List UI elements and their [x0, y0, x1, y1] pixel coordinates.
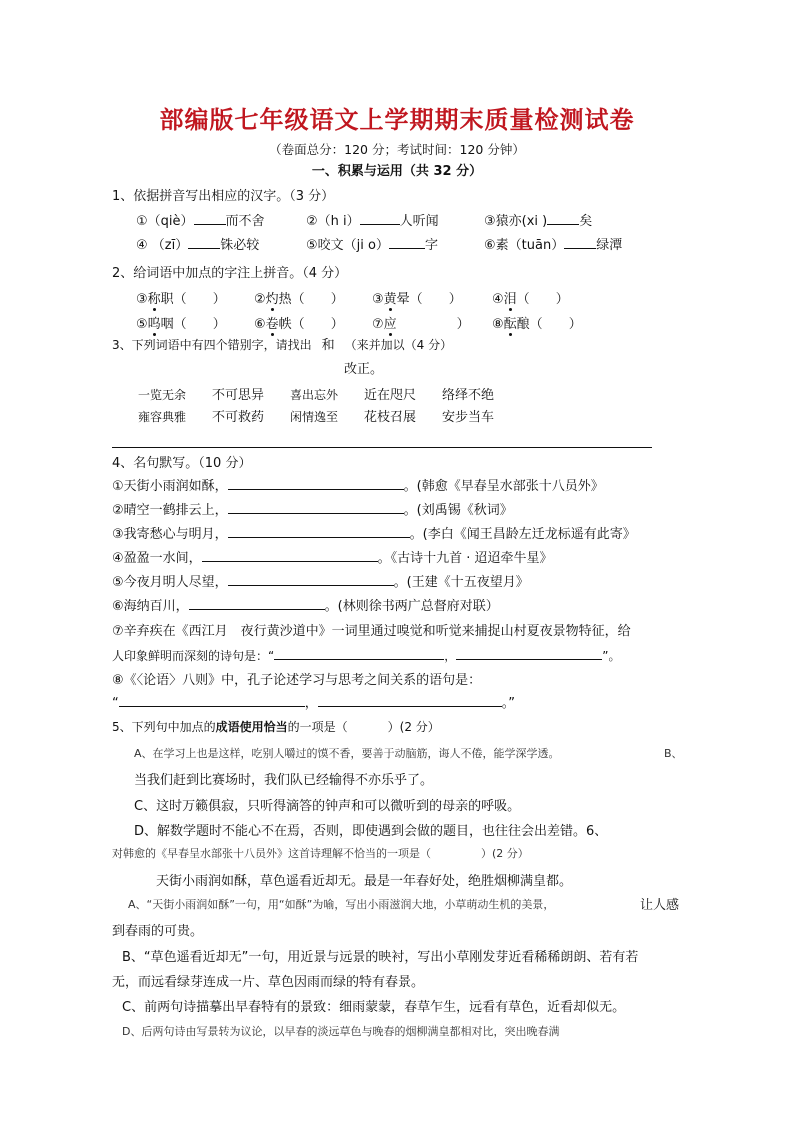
q3-stem-end: 改正。 [344, 362, 384, 377]
q2-item-close: ） [212, 292, 226, 307]
answer-blank[interactable] [228, 475, 404, 490]
dotted-char: 灼 [265, 292, 279, 307]
q6-option-a-cont: 到春雨的可贵。 [112, 924, 204, 939]
q6-stem-text: 对韩愈的《早春呈水部张十八员外》这首诗理解不恰当的一项是（ [112, 847, 431, 860]
answer-blank[interactable] [274, 645, 444, 660]
q2-item-close: ） [448, 292, 462, 307]
dotted-char: 应 [383, 317, 397, 332]
q1-item-text: 人听闻 [399, 214, 439, 229]
q1-item-text: 绿潭 [596, 238, 623, 253]
q1-item-text: 字 [424, 238, 438, 253]
recite-line-8: ⑧《〈论语〉八则》中，孔子论述学习与思考之间关系的语句是： [112, 673, 482, 688]
q2-item-text: 酿（ [516, 317, 543, 332]
idiom: 近在咫尺 [364, 388, 417, 403]
recite-close: 。” [501, 696, 516, 711]
dotted-char: 呜 [147, 317, 161, 332]
poem-text: 天街小雨润如酥，草色遥看近却无。最是一年春好处，绝胜烟柳满皇都。 [156, 874, 573, 889]
q1-item [136, 210, 265, 229]
q2-item-text: 职（ [160, 292, 187, 307]
q2-item [136, 313, 226, 332]
idiom: 花枝召展 [364, 410, 417, 425]
q2-item [372, 313, 470, 332]
recite-open: “ [112, 696, 119, 711]
q2-item [136, 288, 226, 307]
q1-item [136, 234, 259, 253]
answer-blank[interactable] [228, 571, 394, 586]
recite-source: 。(李白《闻王昌龄左迁龙标遥有此寄》 [409, 527, 636, 542]
q6-option-b-cont: 无，而远看绿芽连成一片、草色因雨而绿的特有春景。 [112, 975, 425, 990]
dotted-char: 称 [147, 292, 161, 307]
q2-item-text: 晕（ [396, 292, 423, 307]
q1-item-pinyin: ②（h i） [306, 214, 360, 229]
q5-option-d: D、解数学题时不能心不在焉，否则，即使遇到会做的题目，也往往会出差错。6、 [134, 824, 608, 839]
idiom: 安步当车 [442, 410, 495, 425]
q2-item-close: ） [555, 292, 569, 307]
q2-item [372, 288, 462, 307]
q5-stem [112, 718, 440, 735]
recite-source: 。(林则徐书两广总督府对联） [324, 599, 499, 614]
exam-subtitle: （卷面总分：120 分；考试时间：120 分钟） [269, 142, 525, 157]
q2-item [492, 288, 569, 307]
q6-stem-score: ）(2 分） [481, 847, 529, 860]
q3-stem-text: 3、下列词语中有四个错别字，请找出 [112, 338, 312, 352]
q2-stem: 2、给词语中加点的字注上拼音。（4 分） [112, 266, 348, 281]
recite-source: 。(刘禹锡《秋词》 [403, 503, 513, 518]
q1-item [484, 234, 622, 253]
q2-item-close: ） [212, 317, 226, 332]
recite-line [112, 571, 529, 590]
q6-stem [112, 845, 529, 861]
answer-blank[interactable] [187, 314, 213, 328]
dotted-char: 酝 [503, 317, 517, 332]
recite-line [112, 499, 513, 518]
recite-line [112, 547, 553, 566]
recite-source: 。(韩愈《早春呈水部张十八员外》 [403, 479, 604, 494]
q2-item-text: 热（ [278, 292, 305, 307]
answer-line[interactable] [112, 447, 652, 448]
q1-item-pinyin: ①（qiè） [136, 214, 194, 229]
answer-blank[interactable] [547, 210, 579, 225]
q1-item-text: 铢必较 [220, 238, 260, 253]
q1-item [306, 210, 439, 229]
q2-item-number: ⑦ [372, 317, 384, 332]
q4-stem: 4、名句默写。（10 分） [112, 456, 252, 471]
q2-item-text: （ [516, 292, 530, 307]
recite-line-7: ⑦辛弃疾在《西江月 夜行黄沙道中》一词里通过嗅觉和听觉来捕捉山村夏夜景物特征，给 [112, 624, 631, 639]
q2-item-number: ② [254, 292, 266, 307]
q2-item-number: ⑥ [254, 317, 266, 332]
answer-blank[interactable] [119, 692, 305, 707]
recite-source: 。(王建《十五夜望月》 [393, 575, 529, 590]
q2-item-number: ③ [372, 292, 384, 307]
q5-stem-score: ）(2 分） [387, 720, 440, 734]
q1-item [306, 234, 438, 253]
recite-prompt: ③我寄愁心与明月， [112, 527, 228, 542]
q2-item [254, 313, 344, 332]
recite-line [112, 595, 499, 614]
dotted-char: 卷 [265, 317, 279, 332]
q1-stem: 1、依据拼音写出相应的汉字。（3 分） [112, 189, 335, 204]
q5-option-c: C、这时万籁俱寂，只听得滴答的钟声和可以微听到的母亲的呼吸。 [134, 799, 521, 814]
q6-option-d: D、后两句诗由写景转为议论，以早春的淡远草色与晚春的烟柳满皇都相对比，突出晚春满 [122, 1025, 560, 1038]
q3-stem [112, 334, 452, 353]
answer-blank[interactable] [228, 523, 410, 538]
recite-line-7b [112, 645, 620, 664]
recite-prompt: 人印象鲜明而深刻的诗句是：“ [112, 649, 275, 663]
answer-blank[interactable] [530, 289, 556, 303]
q2-item-close: ） [568, 317, 582, 332]
recite-line-8b [112, 692, 515, 711]
q2-item [254, 288, 344, 307]
recite-prompt: ①天街小雨润如酥， [112, 479, 228, 494]
q6-option-c: C、前两句诗描摹出早春特有的景致：细雨蒙蒙，春草乍生，远看有草色，近看却似无。 [122, 1000, 626, 1015]
q2-item-number: ④ [492, 292, 504, 307]
recite-prompt: ②晴空一鹤排云上， [112, 503, 228, 518]
answer-blank[interactable] [188, 234, 220, 249]
answer-blank[interactable] [189, 595, 325, 610]
dotted-char: 泪 [503, 292, 517, 307]
q1-item [484, 210, 592, 229]
q2-item-text: 咽（ [160, 317, 187, 332]
answer-blank[interactable] [305, 314, 331, 328]
answer-blank[interactable] [423, 289, 449, 303]
q1-item-text: 矣 [579, 214, 593, 229]
q2-item-number: ③ [136, 292, 148, 307]
answer-blank[interactable] [318, 692, 502, 707]
q5-stem-text: 的一项是（ [287, 720, 348, 734]
q2-item-text: 帙（ [278, 317, 305, 332]
q6-option-a: A、“天街小雨润如酥”一句，用“如酥”为喻，写出小雨滋润大地，小草萌动生机的美景， [128, 898, 555, 911]
recite-prompt: ⑤今夜月明人尽望， [112, 575, 228, 590]
q6-option-a-tail: 让人感 [640, 898, 680, 913]
recite-source: 。《古诗十九首 · 迢迢牵牛星》 [377, 551, 553, 566]
answer-blank[interactable] [360, 210, 400, 225]
answer-blank[interactable] [564, 234, 596, 249]
q2-item [492, 313, 582, 332]
answer-blank[interactable] [543, 314, 569, 328]
answer-blank[interactable] [202, 547, 378, 562]
answer-blank[interactable] [389, 234, 425, 249]
q1-item-pinyin: ③猿亦(xi ) [484, 214, 548, 229]
q3-stem-and: 和 [321, 338, 335, 353]
answer-blank[interactable] [228, 499, 404, 514]
answer-blank[interactable] [456, 645, 602, 660]
q1-item-text: 而不舍 [225, 214, 265, 229]
answer-blank[interactable] [187, 289, 213, 303]
q2-item-number: ⑤ [136, 317, 148, 332]
recite-comma: ， [444, 649, 457, 663]
q5-option-a: A、在学习上也是这样，吃别人嚼过的馍不香，要善于动脑筋，诲人不倦，能学深学透。 [134, 747, 560, 760]
exam-title: 部编版七年级语文上学期期末质量检测试卷 [159, 105, 635, 134]
idiom: 雍容典雅 [138, 410, 187, 424]
q2-item-close: ） [456, 317, 470, 332]
idiom: 络绎不绝 [442, 388, 495, 403]
q5-stem-bold: 成语使用恰当 [215, 720, 288, 734]
recite-prompt: ④盈盈一水间， [112, 551, 202, 566]
q1-item-pinyin: ④ （zī） [136, 238, 189, 253]
idiom: 喜出忘外 [290, 388, 339, 402]
q1-item-pinyin: ⑤咬文（ji o） [306, 238, 389, 253]
recite-comma: ， [304, 696, 318, 711]
q2-item-close: ） [330, 317, 344, 332]
q3-row [138, 406, 494, 425]
recite-line [112, 475, 604, 494]
q5-stem-text: 5、下列句中加点的 [112, 720, 216, 734]
answer-blank[interactable] [397, 314, 457, 328]
idiom: 不可救药 [212, 410, 265, 425]
idiom: 一览无余 [138, 388, 187, 402]
q5-option-b: 当我们赶到比赛场时，我们队已经输得不亦乐乎了。 [134, 773, 434, 788]
dotted-char: 黄 [383, 292, 397, 307]
q3-row [138, 384, 494, 403]
recite-close: ”。 [602, 649, 621, 663]
recite-line [112, 523, 636, 542]
idiom: 闲情逸至 [290, 410, 339, 424]
q2-item-number: ⑧ [492, 317, 504, 332]
section-heading: 一、积累与运用（共 32 分） [311, 164, 483, 179]
q5-option-b-tag: B、 [664, 747, 683, 760]
recite-prompt: ⑥海纳百川， [112, 599, 189, 614]
q2-item-close: ） [330, 292, 344, 307]
answer-blank[interactable] [305, 289, 331, 303]
idiom: 不可思异 [212, 388, 265, 403]
q6-option-b: B、“草色遥看近却无”一句，用近景与远景的映衬，写出小草刚发芽近看稀稀朗朗、若有若 [122, 950, 639, 965]
answer-blank[interactable] [194, 210, 226, 225]
q1-item-pinyin: ⑥素（tuān） [484, 238, 565, 253]
q3-stem-tail: （来并加以（4 分） [344, 338, 453, 352]
